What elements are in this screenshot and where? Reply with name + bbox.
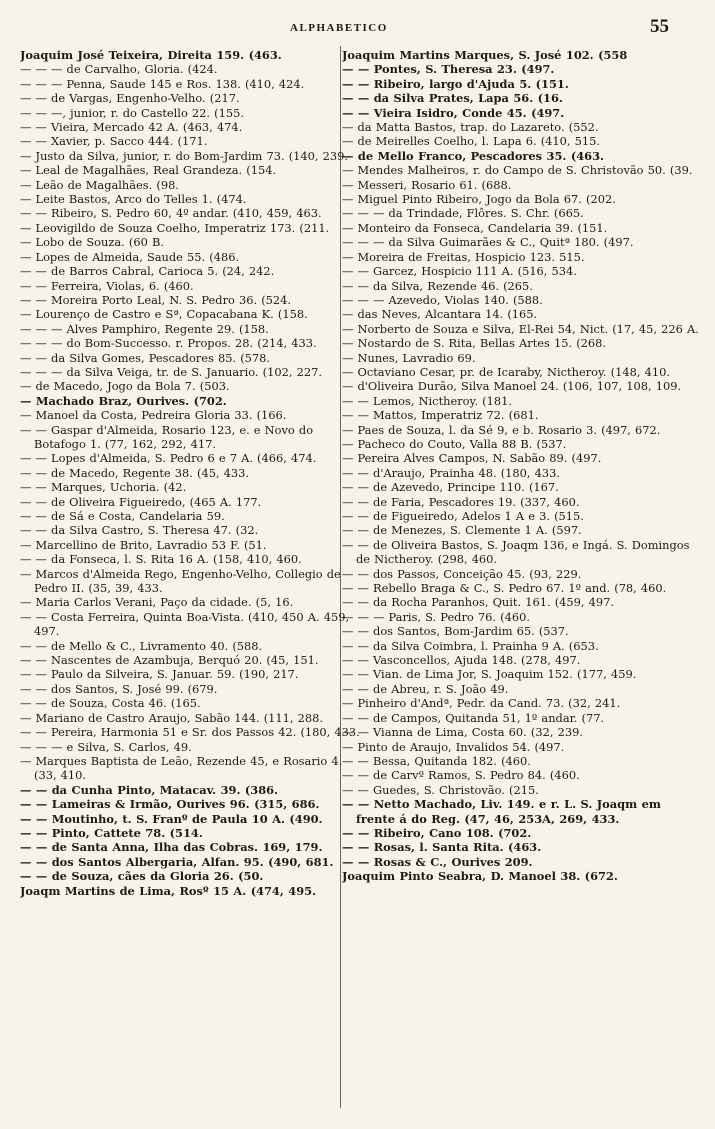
directory-entry: — — Pereira, Harmonia 51 e Sr. dos Passos 42. (180, 433.	[20, 725, 360, 740]
directory-entry: — — Pontes, S. Theresa 23. (497.	[342, 62, 555, 77]
directory-entry: — Pinto de Araujo, Invalidos 54. (497.	[342, 739, 565, 754]
directory-entry: — — Garcez, Hospicio 111 A. (516, 534.	[342, 264, 577, 279]
directory-entry: — Pinheiro d'Andª, Pedr. da Cand. 73. (32, 241.	[342, 696, 621, 711]
directory-entry: — Moreira de Freitas, Hospicio 123. 515.	[342, 249, 585, 264]
directory-entry: — Machado Braz, Ourives. (702.	[20, 393, 227, 408]
directory-entry: — — dos Santos, Bom-Jardim 65. (537.	[342, 624, 569, 639]
directory-entry: — — de Mello & C., Livramento 40. (588.	[20, 638, 263, 653]
directory-entry: — — Moreira Porto Leal, N. S. Pedro 36. (524.	[20, 292, 292, 307]
directory-entry: — Lobo de Souza. (60 B.	[20, 235, 164, 250]
directory-entry: — — da Silva Coimbra, l. Prainha 9 A. (653.	[342, 638, 599, 653]
directory-entry: — — Rosas & C., Ourives 209.	[342, 854, 533, 869]
directory-entry: — — da Silva, Rezende 46. (265.	[342, 278, 533, 293]
directory-entry: — — de Figueiredo, Adelos 1 A e 3. (515.	[342, 509, 584, 523]
directory-entry: — Manoel da Costa, Pedreira Gloria 33. (166.	[20, 408, 287, 423]
directory-entry: — — Ribeiro, S. Pedro 60, 4º andar. (410, 459, 463.	[20, 206, 322, 221]
directory-entry: — d'Oliveira Durão, Silva Manoel 24. (106, 107, 108, 109.	[342, 379, 682, 394]
directory-entry: — — de Campos, Quitanda 51, 1º andar. (77.	[342, 710, 605, 725]
directory-entry: — Marcellino de Brito, Lavradio 53 F. (51.	[20, 537, 267, 552]
directory-entry: — Pereira Alves Campos, N. Sabão 89. (497.	[342, 451, 602, 466]
directory-entry: — — Nascentes de Azambuja, Berquó 20. (45, 151.	[20, 653, 319, 668]
page-number: 55	[650, 16, 669, 37]
directory-entry: — Miguel Pinto Ribeiro, Jogo da Bola 67. (202.	[342, 192, 616, 207]
directory-entry: — — de Vargas, Engenho-Velho. (217.	[20, 91, 240, 106]
directory-entry: — — Ribeiro, Cano 108. (702.	[342, 825, 532, 840]
directory-entry: — — Moutinho, t. S. Franº de Paula 10 A. (490.	[20, 811, 323, 826]
directory-entry: — — — Paris, S. Pedro 76. (460.	[342, 609, 530, 624]
directory-entry: — — — Alves Pamphiro, Regente 29. (158.	[20, 321, 269, 336]
directory-entry: — — —, junior, r. do Castello 22. (155.	[20, 105, 244, 120]
directory-entry: — — Ferreira, Violas, 6. (460.	[20, 278, 194, 293]
directory-entry: — Lourenço de Castro e Sª, Copacabana K. (158.	[20, 307, 308, 322]
directory-entry: — — d'Araujo, Prainha 48. (180, 433.	[342, 465, 561, 480]
directory-entry: — de Meirelles Coelho, l. Lapa 6. (410, 515.	[342, 134, 601, 149]
directory-entry: — — Rebello Braga & C., S. Pedro 67. 1º and. (78, 460.	[342, 581, 667, 596]
directory-entry: Joaqm Martins de Lima, Rosº 15 A. (474, 495.	[20, 883, 317, 898]
directory-entry: — Leite Bastos, Arco do Telles 1. (474.	[20, 192, 247, 207]
directory-entry: — — de Souza, cães da Gloria 26. (50.	[20, 869, 264, 884]
directory-entry: — Leovigildo de Souza Coelho, Imperatriz 173. (211.	[20, 220, 330, 235]
directory-entry: — de Macedo, Jogo da Bola 7. (503.	[20, 379, 230, 394]
directory-entry: — Nostardo de S. Rita, Bellas Artes 15. (268.	[342, 336, 607, 351]
directory-entry: — — Bessa, Quitanda 182. (460.	[342, 753, 531, 768]
directory-entry: — — Lameiras & Irmão, Ourives 96. (315, 686.	[20, 797, 320, 812]
directory-entry: — — de Menezes, S. Clemente 1 A. (597.	[342, 523, 582, 538]
directory-entry: — — Lemos, Nictheroy. (181.	[342, 393, 512, 408]
directory-entry: — — Vieira Isidro, Conde 45. (497.	[342, 105, 565, 120]
directory-entry: — da Matta Bastos, trap. do Lazareto. (552.	[342, 120, 599, 135]
directory-entry: — Mariano de Castro Araujo, Sabão 144. (111, 288.	[20, 710, 324, 725]
directory-entry: — — de Abreu, r. S. João 49.	[342, 681, 509, 696]
directory-entry: — — Guedes, S. Christovão. (215.	[342, 782, 539, 797]
directory-entry: — — da Cunha Pinto, Matacav. 39. (386.	[20, 782, 279, 797]
left-column	[20, 48, 360, 1108]
directory-entry: — Marcos d'Almeida Rego, Engenho-Velho, Collegio de Pedro II. (35, 39, 433.	[20, 566, 341, 596]
directory-entry: — Leal de Magalhães, Real Grandeza. (154.	[20, 163, 277, 178]
directory-entry: — — Vian. de Lima Jor, S. Joaquim 152. (177, 459.	[342, 667, 637, 682]
directory-entry: — — Xavier, p. Sacco 444. (171.	[20, 134, 208, 149]
directory-entry: — Lopes de Almeida, Saude 55. (486.	[20, 249, 240, 264]
directory-entry: — Maria Carlos Verani, Paço da cidade. (5, 16.	[20, 595, 294, 610]
directory-entry: — — — do Bom-Successo. r. Propos. 28. (214, 433.	[20, 336, 317, 351]
directory-entry: — — — da Silva Guimarães & C., Quitª 180. (497.	[342, 235, 634, 250]
directory-entry: — Mendes Malheiros, r. do Campo de S. Christovão 50. (39.	[342, 163, 693, 178]
directory-entry: — — de Carvº Ramos, S. Pedro 84. (460.	[342, 768, 580, 783]
directory-entry: — — da Silva Prates, Lapa 56. (16.	[342, 91, 563, 106]
directory-entry: — — — de Carvalho, Gloria. (424.	[20, 62, 218, 77]
directory-entry: — — de Faria, Pescadores 19. (337, 460.	[342, 494, 580, 509]
directory-entry: — — de Souza, Costa 46. (165.	[20, 696, 201, 711]
directory-entry: — Monteiro da Fonseca, Candelaria 39. (151.	[342, 220, 608, 235]
directory-entry: — das Neves, Alcantara 14. (165.	[342, 307, 538, 322]
directory-entry: — — de Barros Cabral, Carioca 5. (24, 242.	[20, 264, 275, 279]
directory-entry: — — — e Silva, S. Carlos, 49.	[20, 739, 192, 754]
directory-entry: — — Netto Machado, Liv. 149. e r. L. S. Joaqm em frente á do Reg. (47, 46, 253A, 269, 433.	[342, 797, 661, 826]
directory-entry: — — Marques, Uchoria. (42.	[20, 480, 187, 495]
directory-entry: — — de Sá e Costa, Candelaria 59.	[20, 509, 225, 523]
directory-entry: — — — da Silva Veiga, tr. de S. Januario. (102, 227.	[20, 364, 322, 379]
directory-entry: — — de Azevedo, Principe 110. (167.	[342, 480, 559, 495]
directory-entry: Joaquim José Teixeira, Direita 159. (463.	[20, 48, 282, 62]
directory-entry: — Norberto de Souza e Silva, El-Rei 54, Nict. (17, 45, 226 A.	[342, 321, 699, 336]
directory-entry: — Pacheco do Couto, Valla 88 B. (537.	[342, 436, 567, 451]
directory-entry: — Messeri, Rosario 61. (688.	[342, 177, 512, 192]
directory-entry: — — Mattos, Imperatriz 72. (681.	[342, 408, 539, 423]
directory-entry: — — Rosas, l. Santa Rita. (463.	[342, 840, 542, 855]
directory-entry: — Marques Baptista de Leão, Rezende 45, e Rosario 4. (33, 410.	[20, 753, 343, 783]
directory-entry: — — Vasconcellos, Ajuda 148. (278, 497.	[342, 653, 581, 668]
directory-entry: — — de Oliveira Figueiredo, (465 A. 177.	[20, 494, 262, 509]
header-title: ALPHABETICO	[290, 22, 388, 34]
directory-entry: — — Vieira, Mercado 42 A. (463, 474.	[20, 120, 243, 135]
directory-entry: — — dos Santos, S. José 99. (679.	[20, 681, 218, 696]
directory-entry: — — de Santa Anna, Ilha das Cobras. 169, 179.	[20, 840, 323, 855]
directory-entry: — — Paulo da Silveira, S. Januar. 59. (190, 217.	[20, 667, 299, 682]
directory-entry: — — Ribeiro, largo d'Ajuda 5. (151.	[342, 76, 569, 91]
directory-entry: — de Mello Franco, Pescadores 35. (463.	[342, 148, 604, 163]
page-header	[0, 16, 715, 40]
directory-entry: — — Gaspar d'Almeida, Rosario 123, e. e Novo do Botafogo 1. (77, 162, 292, 417.	[20, 422, 314, 451]
directory-entry: — — dos Passos, Conceição 45. (93, 229.	[342, 566, 582, 581]
directory-entry: — — de Oliveira Bastos, S. Joaqm 136, e Ingá. S. Domingos de Nictheroy. (298, 460.	[342, 537, 690, 567]
directory-entry: — — de Macedo, Regente 38. (45, 433.	[20, 465, 250, 480]
directory-entry: — — da Silva Gomes, Pescadores 85. (578.	[20, 350, 271, 365]
directory-entry: — — da Rocha Paranhos, Quit. 161. (459, 497.	[342, 595, 614, 610]
directory-entry: — Nunes, Lavradio 69.	[342, 350, 476, 365]
directory-entry: — — da Fonseca, l. S. Rita 16 A. (158, 410, 460.	[20, 552, 302, 567]
directory-entry: — — da Silva Castro, S. Theresa 47. (32.	[20, 523, 259, 538]
directory-entry: Joaquim Pinto Seabra, D. Manoel 38. (672.	[342, 869, 618, 884]
directory-entry: — — — da Trindade, Flôres. S. Chr. (665.	[342, 206, 584, 221]
directory-entry: — Justo da Silva, junior, r. do Bom-Jardim 73. (140, 239.	[20, 148, 348, 163]
directory-entry: — — Vianna de Lima, Costa 60. (32, 239.	[342, 725, 583, 740]
directory-entry: Joaquim Martins Marques, S. José 102. (558	[342, 48, 628, 62]
directory-entry: — — dos Santos Albergaria, Alfan. 95. (490, 681.	[20, 854, 334, 869]
directory-entry: — Octaviano Cesar, pr. de Icaraby, Nictheroy. (148, 410.	[342, 364, 670, 379]
directory-entry: — — — Penna, Saude 145 e Ros. 138. (410, 424.	[20, 76, 305, 91]
directory-entry: — — — Azevedo, Violas 140. (588.	[342, 292, 543, 307]
directory-entry: — Leão de Magalhães. (98.	[20, 177, 179, 192]
right-column	[342, 48, 704, 1108]
directory-entry: — — Costa Ferreira, Quinta Boa-Vista. (410, 450 A. 459, 497.	[20, 609, 350, 639]
directory-entry: — — Lopes d'Almeida, S. Pedro 6 e 7 A. (466, 474.	[20, 451, 317, 466]
directory-entry: — Paes de Souza, l. da Sé 9, e b. Rosario 3. (497, 672.	[342, 422, 661, 437]
directory-entry: — — Pinto, Cattete 78. (514.	[20, 825, 203, 840]
